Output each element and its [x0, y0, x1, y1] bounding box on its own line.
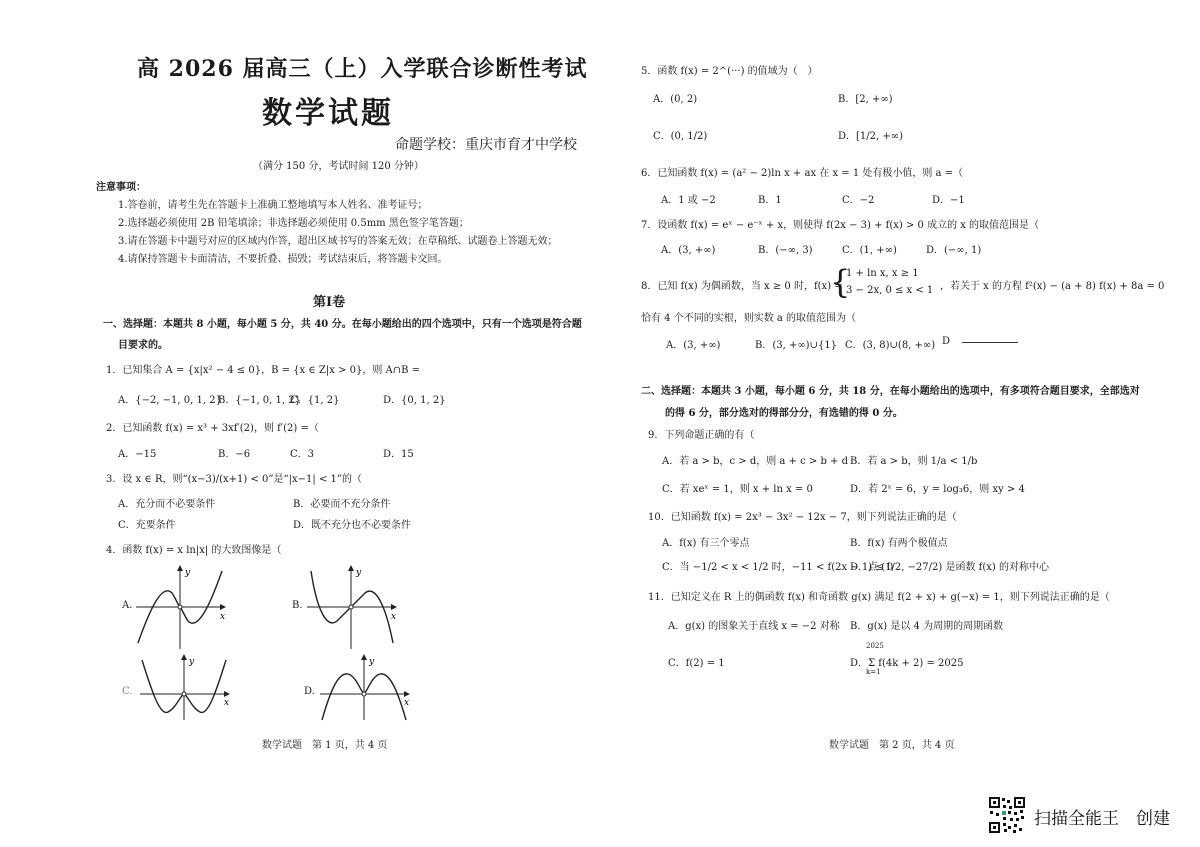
note-4: 4.请保持答题卡卡面清洁，不要折叠、损毁；考试结束后，将答题卡交回。: [118, 254, 448, 265]
q10-option-c: C．当 −1/2 < x < 1/2 时，−11 < f(2x − 1) ≤ 0: [662, 562, 894, 573]
q9-option-a: A．若 a > b，c > d，则 a + c > b + d: [662, 456, 848, 467]
q10-stem: 10．已知函数 f(x) = 2x³ − 3x² − 12x − 7，则下列说法正确的是（: [648, 512, 957, 523]
q6-option-d: D．−1: [932, 195, 965, 206]
q3-option-c: C．充要条件: [118, 520, 176, 531]
q5-option-a: A．(0, 2): [653, 94, 698, 105]
q7-option-a: A．(3, +∞): [661, 245, 716, 256]
page1-footer: 数学试题 第 1 页，共 4 页: [262, 740, 388, 751]
q9-option-b: B．若 a > b，则 1/a < 1/b: [850, 456, 978, 467]
q6-option-b: B．1: [758, 195, 782, 206]
q6-option-a: A．1 或 −2: [661, 195, 716, 206]
exam-title: 高 2026 届高三（上）入学联合诊断性考试: [137, 56, 588, 82]
q4-option-c-label: C.: [122, 686, 133, 697]
section1-heading-line2: 目要求的。: [118, 340, 168, 351]
q4-option-d-label: D.: [304, 686, 315, 697]
q11-option-b: B．g(x) 是以 4 为周期的周期函数: [850, 621, 1004, 632]
q1-option-b: B．{−1, 0, 1, 2}: [218, 395, 301, 406]
q1-option-a: A．{−2, −1, 0, 1, 2}: [118, 395, 222, 406]
q11-sum-lower: k=1: [866, 668, 881, 676]
q5-option-b: B．[2, +∞): [838, 94, 893, 105]
q6-stem: 6．已知函数 f(x) = (a² − 2)ln x + ax 在 x = 1 处有极小值，则 a =（: [641, 168, 964, 179]
q2-stem: 2．已知函数 f(x) = x³ + 3xf′(2)，则 f′(2) =（: [106, 423, 319, 434]
q2-option-a: A．−15: [118, 449, 157, 460]
notes-heading: 注意事项：: [96, 182, 146, 193]
q8-piece-2: 3 − 2x, 0 ≤ x < 1: [846, 285, 934, 296]
q8-option-a: A．(3, +∞): [666, 340, 721, 351]
q3-stem: 3．设 x ∈ R，则“(x−3)/(x+1) < 0”是“|x−1| < 1”的（: [106, 474, 362, 485]
q4a-axis-x: x: [220, 612, 226, 622]
q4-graph-c: [138, 652, 232, 722]
score-time: （满分 150 分，考试时间 120 分钟）: [253, 161, 424, 172]
school-line: 命题学校：重庆市育才中学校: [395, 137, 577, 153]
q1-option-c: C．{1, 2}: [290, 395, 340, 406]
q7-option-d: D．(−∞, 1): [926, 245, 982, 256]
q5-option-d: D．[1/2, +∞): [838, 131, 903, 142]
q4-graph-d: [318, 652, 412, 722]
q4c-axis-x: x: [224, 698, 230, 708]
q11-option-d: D．Σ f(4k + 2) = 2025: [850, 658, 964, 669]
scanner-watermark: 扫描全能王 创建: [1034, 809, 1170, 829]
q9-stem: 9．下列命题正确的有（: [648, 430, 755, 441]
q11-option-a: A．g(x) 的图象关于直线 x = −2 对称: [668, 621, 840, 632]
q8-option-d-scratch: [962, 342, 1018, 343]
q9-option-c: C．若 xeˣ = 1，则 x + ln x = 0: [662, 484, 813, 495]
q3-option-d: D．既不充分也不必要条件: [293, 520, 412, 531]
q4b-axis-y: y: [356, 568, 362, 578]
q8-stem-line2: 恰有 4 个不同的实根，则实数 a 的取值范围为（: [641, 313, 857, 324]
volume-label: 第Ⅰ卷: [313, 295, 346, 310]
q3-option-a: A．充分而不必要条件: [118, 499, 216, 510]
q1-option-d: D．{0, 1, 2}: [383, 395, 446, 406]
q6-option-c: C．−2: [842, 195, 875, 206]
note-2: 2.选择题必须使用 2B 铅笔填涂；非选择题必须使用 0.5mm 黑色签字笔答题；: [118, 218, 469, 229]
q4-option-b-label: B.: [292, 600, 303, 611]
q4-stem: 4．函数 f(x) = x ln|x| 的大致图像是（: [106, 545, 282, 556]
q10-option-d: D．点 (1/2, −27/2) 是函数 f(x) 的对称中心: [850, 562, 1049, 573]
q8-stem-pre: 8．已知 f(x) 为偶函数，当 x ≥ 0 时，f(x) =: [641, 281, 843, 292]
q4c-axis-y: y: [189, 657, 195, 667]
section2-heading-line2: 的得 6 分，部分选对的得部分分，有选错的得 0 分。: [665, 408, 903, 419]
q8-stem-post: ，若关于 x 的方程 f²(x) − (a + 8) f(x) + 8a = 0: [940, 281, 1165, 292]
q11-option-c: C．f(2) = 1: [668, 658, 725, 669]
q7-option-c: C．(1, +∞): [842, 245, 897, 256]
q2-option-c: C．3: [290, 449, 315, 460]
q9-option-d: D．若 2ˣ = 6，y = log₃6，则 xy > 4: [850, 484, 1025, 495]
q7-option-b: B．(−∞, 3): [758, 245, 813, 256]
section2-heading-line1: 二、选择题：本题共 3 小题，每小题 6 分，共 18 分，在每小题给出的选项中，有多项符合题目要求，全部选对: [641, 386, 1140, 397]
q4-option-a-label: A.: [122, 600, 133, 611]
q10-option-a: A．f(x) 有三个零点: [662, 538, 750, 549]
q5-option-c: C．(0, 1/2): [653, 131, 708, 142]
q2-option-d: D．15: [383, 449, 414, 460]
q4d-axis-y: y: [369, 657, 375, 667]
q4a-axis-y: y: [185, 568, 191, 578]
q5-stem: 5．函数 f(x) = 2^(···) 的值域为（ ）: [641, 66, 818, 77]
q1-stem: 1．已知集合 A = {x|x² − 4 ≤ 0}，B = {x ∈ Z|x > 0}，则 A∩B =: [106, 365, 421, 376]
page2-footer: 数学试题 第 2 页，共 4 页: [829, 740, 955, 751]
note-1: 1.答卷前，请考生先在答题卡上准确工整地填写本人姓名、准考证号；: [118, 200, 428, 211]
q8-option-d: D: [942, 336, 951, 347]
q7-stem: 7．设函数 f(x) = eˣ − e⁻ˣ + x，则使得 f(2x − 3) + f(x) > 0 成立的 x 的取值范围是（: [641, 220, 1040, 231]
q11-sum-upper: 2025: [866, 642, 884, 650]
q4-graph-a: [134, 563, 228, 651]
q8-piece-1: 1 + ln x, x ≥ 1: [846, 268, 919, 279]
qr-code-icon: [988, 796, 1026, 834]
q8-brace: {: [830, 263, 851, 301]
q8-option-b: B．(3, +∞)∪{1}: [755, 340, 838, 351]
q4d-axis-x: x: [404, 698, 410, 708]
q3-option-b: B．必要而不充分条件: [293, 499, 391, 510]
q10-option-b: B．f(x) 有两个极值点: [850, 538, 948, 549]
section1-heading-line1: 一、选择题：本题共 8 小题，每小题 5 分，共 40 分。在每小题给出的四个选项中，只有一个选项是符合题: [103, 319, 582, 330]
subject-title: 数学试题: [262, 96, 394, 131]
q2-option-b: B．−6: [218, 449, 251, 460]
q11-stem: 11．已知定义在 R 上的偶函数 f(x) 和奇函数 g(x) 满足 f(2 + x) + g(−x) = 1，则下列说法正确的是（: [648, 592, 1110, 603]
q8-option-c: C．(3, 8)∪(8, +∞): [845, 340, 936, 351]
note-3: 3.请在答题卡中题号对应的区域内作答，超出区域书写的答案无效；在草稿纸、试题卷上答题无效；: [118, 236, 558, 247]
q4-graph-b: [305, 563, 399, 651]
q4b-axis-x: x: [391, 612, 397, 622]
